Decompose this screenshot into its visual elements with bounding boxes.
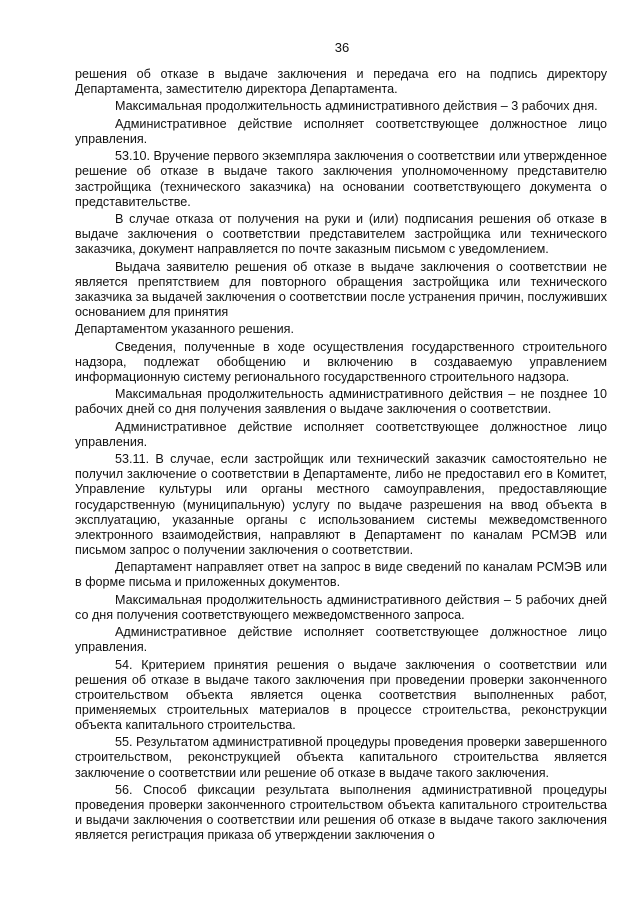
paragraph: Департамент направляет ответ на запрос в виде сведений по каналам РСМЭВ или в форме письма и приложенных документов. <box>75 560 607 590</box>
document-body <box>75 67 607 843</box>
paragraph: Максимальная продолжительность административного действия – 5 рабочих дней со дня получения соответствующего межведомственного запроса. <box>75 592 607 622</box>
paragraph: Выдача заявителю решения об отказе в выдаче заключения о соответствии не является препятствием для повторного обращения застройщика или технического заказчика за выдачей заключения о соответствии после устранения причин, послуживших основанием для принятия <box>75 259 607 319</box>
paragraph: 53.11. В случае, если застройщик или технический заказчик самостоятельно не получил заключение о соответствии в Департаменте, либо не предоставил его в Комитет, Управление культуры или органы местного самоуправления, предоставляющие государственную (муниципальную) услугу по выдаче разрешения на ввод объекта в эксплуатацию, указанные органы с использованием системы межведомственного электронного взаимодействия, направляют в Департамент по каналам РСМЭВ или письмом запрос о получении заключения о соответствии. <box>75 452 607 557</box>
paragraph: Административное действие исполняет соответствующее должностное лицо управления. <box>75 116 607 146</box>
paragraph: Административное действие исполняет соответствующее должностное лицо управления. <box>75 419 607 449</box>
paragraph: 55. Результатом административной процедуры проведения проверки завершенного строительством, реконструкцией объекта капитального строительства является заключение о соответствии или решение об отказе в выдаче такого заключения. <box>75 735 607 780</box>
paragraph: 53.10. Вручение первого экземпляра заключения о соответствии или утвержденное решение об отказе в выдаче такого заключения уполномоченному представителю застройщика (технического заказчика) на основании соответствующего документа о представительстве. <box>75 149 607 209</box>
paragraph: Максимальная продолжительность административного действия – не позднее 10 рабочих дней со дня получения заявления о выдаче заключения о соответствии. <box>75 387 607 417</box>
paragraph: Департаментом указанного решения. <box>75 322 295 337</box>
paragraph: Административное действие исполняет соответствующее должностное лицо управления. <box>75 625 607 655</box>
paragraph: 54. Критерием принятия решения о выдаче заключения о соответствии или решения об отказе в выдаче такого заключения при проведении проверки законченного строительством объекта является оценка соответствия выполненных работ, применяемых строительных материалов в процессе строительства, реконструкции объекта капитального строительства. <box>75 657 607 732</box>
paragraph: В случае отказа от получения на руки и (или) подписания решения об отказе в выдаче заключения о соответствии представителем застройщика или технического заказчика, документ направляется по почте заказным письмом с уведомлением. <box>75 212 607 257</box>
page-number: 36 <box>334 40 350 55</box>
paragraph: 56. Способ фиксации результата выполнения административной процедуры проведения проверки законченного строительством объекта капитального строительства и выдачи заключения о соответствии или решения об отказе в выдаче такого заключения является регистрация приказа об утверждении заключения о <box>75 782 607 843</box>
paragraph: решения об отказе в выдаче заключения и передача его на подпись директору Департамента, заместителю директора Департамента. <box>75 67 607 97</box>
paragraph: Сведения, полученные в ходе осуществления государственного строительного надзора, подлежат обобщению и включению в создаваемую управлением информационную систему регионального государственного строительного надзора. <box>75 339 607 384</box>
paragraph: Максимальная продолжительность административного действия – 3 рабочих дня. <box>115 99 598 114</box>
